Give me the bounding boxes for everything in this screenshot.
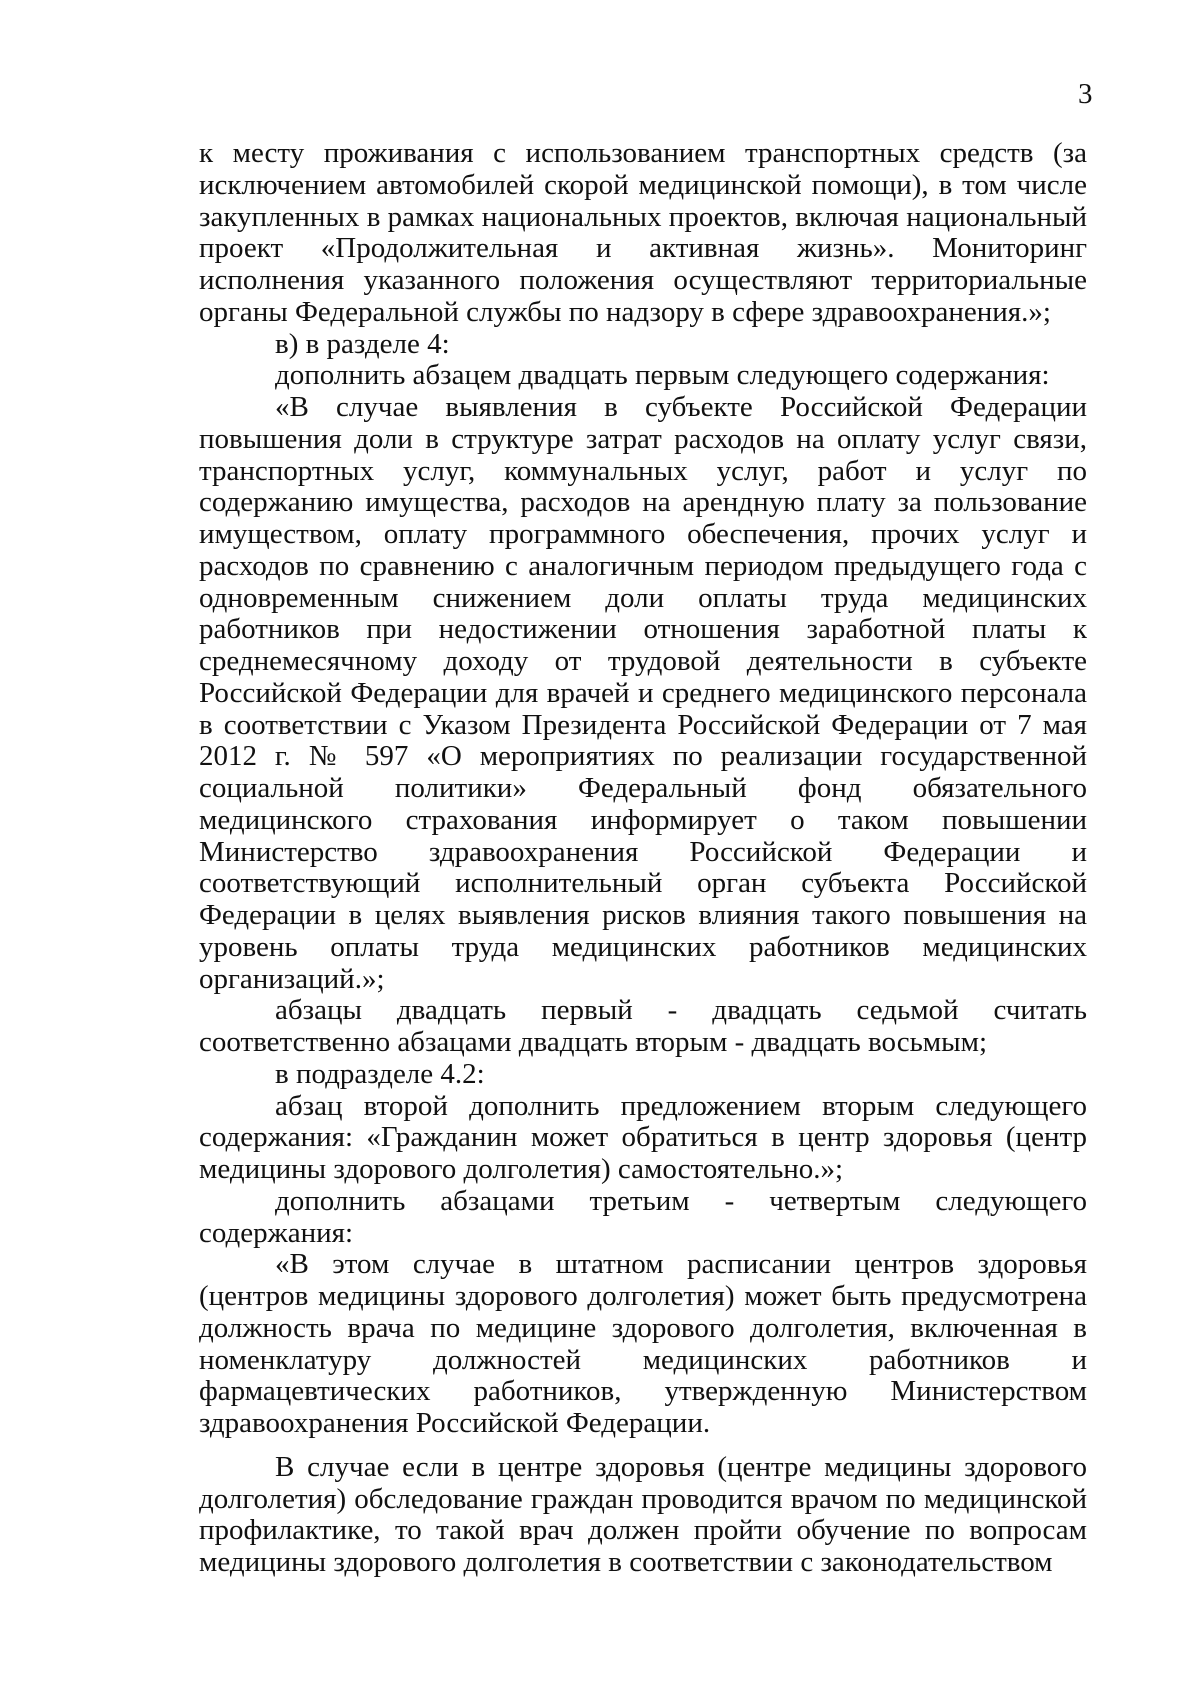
paragraph-add-21st: дополнить абзацем двадцать первым следующего содержания: — [275, 359, 1050, 392]
page-number: 3 — [1078, 78, 1093, 110]
paragraph-staff-schedule: «В этом случае в штатном расписании центров здоровья (центров медицины здорового долголетия) может быть предусмотрена должность врача по медицине здорового долголетия, включенная в номенклатуру должностей медицинских работников и фармацевтических работников, утвержденную Министерством здравоохранения Российской Федерации. — [199, 1248, 1087, 1439]
paragraph-add-third-fourth: дополнить абзацами третьим - четвертым следующего содержания: — [199, 1184, 1087, 1249]
paragraph-subsection-4-2: в подразделе 4.2: — [275, 1057, 485, 1090]
paragraph-quoted-case: «В случае выявления в субъекте Российской Федерации повышения доли в структуре затрат расходов на оплату услуг связи, транспортных услуг, коммунальных услуг, работ и услуг по содержанию имущества, расходов на арендную плату за пользование имуществом, оплату программного обеспечения, прочих услуг и расходов по сравнению с аналогичным периодом предыдущего года с одновременным снижением доли оплаты труда медицинских работников при недостижении отношения заработной платы к среднемесячному доходу от трудовой деятельности в субъекте Российской Федерации для врачей и среднего медицинского персонала в соответствии с Указом Президента Российской Федерации от 7 мая 2012 г. № 597 «О мероприятиях по реализации государственной социальной политики» Федеральный фонд обязательного медицинского страхования информирует о таком повышении Министерство здравоохранения Российской Федерации и соответствующий исполнительный орган субъекта Российской Федерации в целях выявления рисков влияния такого повышения на уровень оплаты труда медицинских работников медицинских организаций.»; — [199, 391, 1087, 995]
document-body — [199, 138, 1087, 1579]
paragraph-preventive-doctor: В случае если в центре здоровья (центре медицины здорового долголетия) обследование граждан проводится врачом по медицинской профилактике, то такой врач должен пройти обучение по вопросам медицины здорового долголетия в соответствии с законодательством — [199, 1450, 1087, 1578]
paragraph-continuation: к месту проживания с использованием транспортных средств (за исключением автомобилей скорой медицинской помощи), в том числе закупленных в рамках национальных проектов, включая национальный проект «Продолжительная и активная жизнь». Мониторинг исполнения указанного положения осуществляют территориальные органы Федеральной службы по надзору в сфере здравоохранения.»; — [199, 137, 1087, 328]
paragraph-second-addition: абзац второй дополнить предложением вторым следующего содержания: «Гражданин может обратиться в центр здоровья (центр медицины здорового долголетия) самостоятельно.»; — [199, 1089, 1087, 1185]
paragraph-section-4-heading: в) в разделе 4: — [275, 327, 450, 360]
paragraph-renumber: абзацы двадцать первый - двадцать седьмой считать соответственно абзацами двадцать вторым - двадцать восьмым; — [199, 994, 1087, 1058]
